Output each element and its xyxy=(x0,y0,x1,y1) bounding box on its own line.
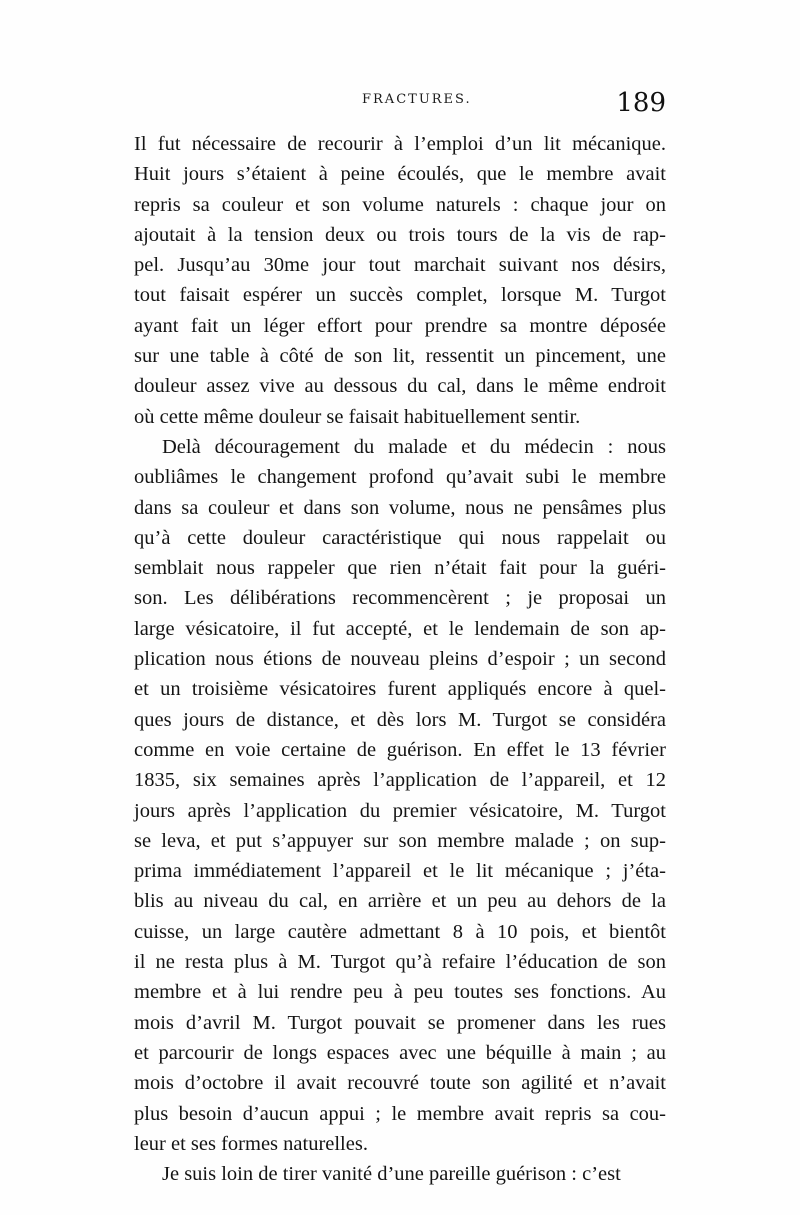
text-line: 1835, six semaines après l’application de l’appareil, et 12 xyxy=(134,769,666,792)
paragraph-start-line: Je suis loin de tirer vanité d’une pareille guérison : c’est xyxy=(162,1163,621,1186)
body-text xyxy=(134,129,666,1189)
text-line: et un troisième vésicatoires furent appliqués encore à quel- xyxy=(134,678,666,701)
paragraph-end-line: leur et ses formes naturelles. xyxy=(134,1132,368,1155)
text-line: douleur assez vive au dessous du cal, dans le même endroit xyxy=(134,375,666,398)
text-line: membre et à lui rendre peu à peu toutes ses fonctions. Au xyxy=(134,981,666,1004)
text-line: tout faisait espérer un succès complet, lorsque M. Turgot xyxy=(134,284,666,307)
text-line: son. Les délibérations recommencèrent ; je proposai un xyxy=(134,587,666,610)
text-line: comme en voie certaine de guérison. En effet le 13 février xyxy=(134,738,666,761)
text-line: mois d’octobre il avait recouvré toute son agilité et n’avait xyxy=(134,1072,666,1095)
text-line: sur une table à côté de son lit, ressentit un pincement, une xyxy=(134,345,666,368)
text-line: mois d’avril M. Turgot pouvait se promener dans les rues xyxy=(134,1011,666,1034)
text-line: Huit jours s’étaient à peine écoulés, que le membre avait xyxy=(134,163,666,186)
text-line: plication nous étions de nouveau pleins d’espoir ; un second xyxy=(134,648,666,671)
running-head: FRACTURES. xyxy=(362,92,472,107)
text-line: dans sa couleur et dans son volume, nous ne pensâmes plus xyxy=(134,496,666,519)
text-line: se leva, et put s’appuyer sur son membre malade ; on sup- xyxy=(134,829,666,852)
text-line: blis au niveau du cal, en arrière et un peu au dehors de la xyxy=(134,890,666,913)
text-line: large vésicatoire, il fut accepté, et le lendemain de son ap- xyxy=(134,617,666,640)
text-line: plus besoin d’aucun appui ; le membre avait repris sa cou- xyxy=(134,1102,666,1125)
text-line: jours après l’application du premier vésicatoire, M. Turgot xyxy=(134,799,666,822)
page-number: 189 xyxy=(616,88,666,118)
text-line: ajoutait à la tension deux ou trois tours de la vis de rap- xyxy=(134,223,666,246)
text-line: ayant fait un léger effort pour prendre sa montre déposée xyxy=(134,314,666,337)
text-line: et parcourir de longs espaces avec une béquille à main ; au xyxy=(134,1041,666,1064)
text-line: prima immédiatement l’appareil et le lit mécanique ; j’éta- xyxy=(134,860,666,883)
text-line: cuisse, un large cautère admettant 8 à 10 pois, et bientôt xyxy=(134,920,666,943)
paragraph-end-line: où cette même douleur se faisait habituellement sentir. xyxy=(134,405,581,428)
text-line: il ne resta plus à M. Turgot qu’à refaire l’éducation de son xyxy=(134,951,666,974)
page-header xyxy=(136,88,666,118)
text-line: oubliâmes le changement profond qu’avait subi le membre xyxy=(134,466,666,489)
text-line: ques jours de distance, et dès lors M. Turgot se considéra xyxy=(134,708,666,731)
text-line: pel. Jusqu’au 30me jour tout marchait suivant nos désirs, xyxy=(134,254,666,277)
paragraph-start-line: Delà découragement du malade et du médecin : nous xyxy=(162,435,666,458)
text-line: qu’à cette douleur caractéristique qui nous rappelait ou xyxy=(134,526,666,549)
text-line: repris sa couleur et son volume naturels : chaque jour on xyxy=(134,193,666,216)
text-line: semblait nous rappeler que rien n’était fait pour la guéri- xyxy=(134,557,666,580)
text-line: Il fut nécessaire de recourir à l’emploi d’un lit mécanique. xyxy=(134,133,666,155)
